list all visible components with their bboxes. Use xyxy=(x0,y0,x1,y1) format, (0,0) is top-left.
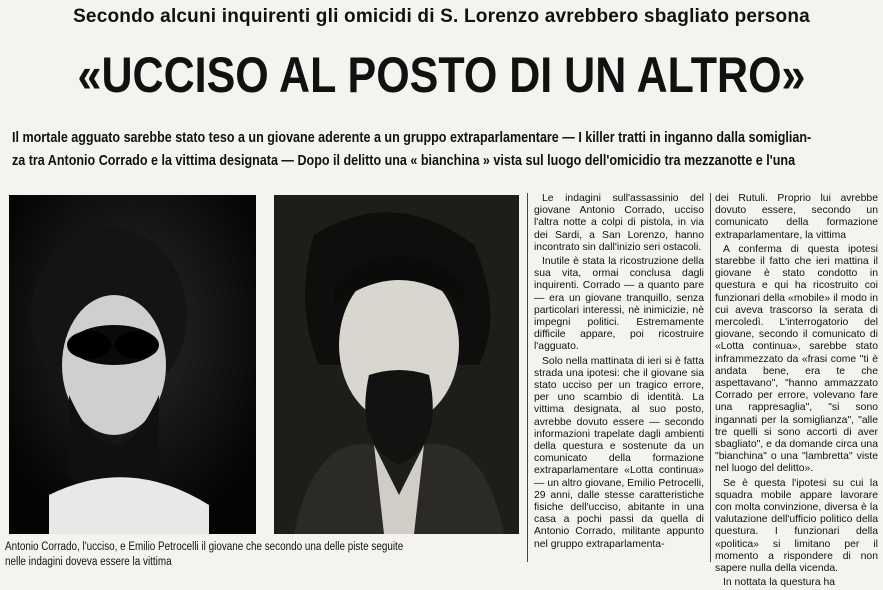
paragraph: Inutile è stata la ricostruzione della sua vita, ormai conclusa dagli inquirenti. Corrado — a quanto pare — era un giovane tranquillo, senza particolari interessi, nè inimicizie, nè impegni politici. Estremamente difficile appare, poi ricostruire l'agguato. xyxy=(534,256,704,353)
column-rule-left xyxy=(527,193,528,562)
paragraph: A conferma di questa ipotesi starebbe il fatto che ieri mattina il giovane è stato condotto in questura e qui ha ricostruito coi funzionari della «mobile» il modo in cui aveva trascorso la serata di mercoledì. L'interrogatorio del giovane, secondo il comunicato di «Lotta continua», sarebbe stato inframmezzato da «frasi come "ti è andata bene, era te che aspettavano", "hanno ammazzato Corrado per errore, volevano fare una rappresaglia", "si sono ingannati per la somiglianza", "alle tre quelli si sono accorti di aver sbagliato", e da domande circa una "bianchina" o una "lambretta" viste nel luogo del delitto». xyxy=(715,243,878,475)
paragraph: Se è questa l'ipotesi su cui la squadra mobile appare lavorare con molta convinzione, diversa è la valutazione dell'ufficio politico della questura. I funzionari della «politica» si limitano per il momento a rispondere di non sapere nulla della vicenda. xyxy=(715,477,878,575)
headline: «UCCISO AL POSTO DI UN ALTRO» xyxy=(77,47,806,103)
paragraph: Solo nella mattinata di ieri si è fatta strada una ipotesi: che il giovane sia stato ucciso per un tragico errore, per uno scambio di identità. La vittima designata, al suo posto, avrebbe dovuto essere — secondo informazioni trapelate dagli ambienti della questura e sostenute da un comunicato della formazione extraparlamentare «Lotta continua» — un altro giovane, Emilio Petrocelli, 29 anni, dalle stesse caratteristiche fisiche dell'ucciso, abitante in una casa a pochi passi da quella di Antonio Corrado, militante appunto nel gruppo extraparlamenta- xyxy=(534,355,704,550)
paragraph: dei Rutuli. Proprio lui avrebbe dovuto essere, secondo un comunicato della formazione extraparlamentare, la vittima xyxy=(715,193,878,241)
caption-line-1: Antonio Corrado, l'ucciso, e Emilio Petrocelli il giovane che secondo una delle piste seguite xyxy=(5,541,404,553)
kicker: Secondo alcuni inquirenti gli omicidi di S. Lorenzo avrebbero sbagliato persona xyxy=(73,6,810,27)
article-column-1 xyxy=(534,193,704,562)
paragraph: Le indagini sull'assassinio del giovane Antonio Corrado, ucciso l'altra notte a colpi di pistola, in via dei Sardi, a San Lorenzo, hanno incontrato sin dall'inizio seri ostacoli. xyxy=(534,193,704,253)
portrait-1-graphic xyxy=(9,195,256,534)
photo-emilio-petrocelli xyxy=(274,195,519,534)
column-rule-right xyxy=(710,193,711,562)
portrait-2-graphic xyxy=(274,195,519,534)
paragraph: In nottata la questura ha xyxy=(723,577,836,589)
photo-caption xyxy=(5,540,527,570)
deck xyxy=(12,127,878,173)
article-column-2 xyxy=(715,193,878,589)
photo-antonio-corrado xyxy=(9,195,256,534)
deck-line-1: Il mortale agguato sarebbe stato teso a un giovane aderente a un gruppo extraparlamentare — I killer tratti in inganno dalla somiglian- xyxy=(12,130,812,146)
caption-line-2: nelle indagini doveva essere la vittima xyxy=(5,556,172,568)
deck-line-2: za tra Antonio Corrado e la vittima designata — Dopo il delitto una « bianchina » vista sul luogo dell'omicidio tra mezzanotte e l'una xyxy=(12,153,796,169)
